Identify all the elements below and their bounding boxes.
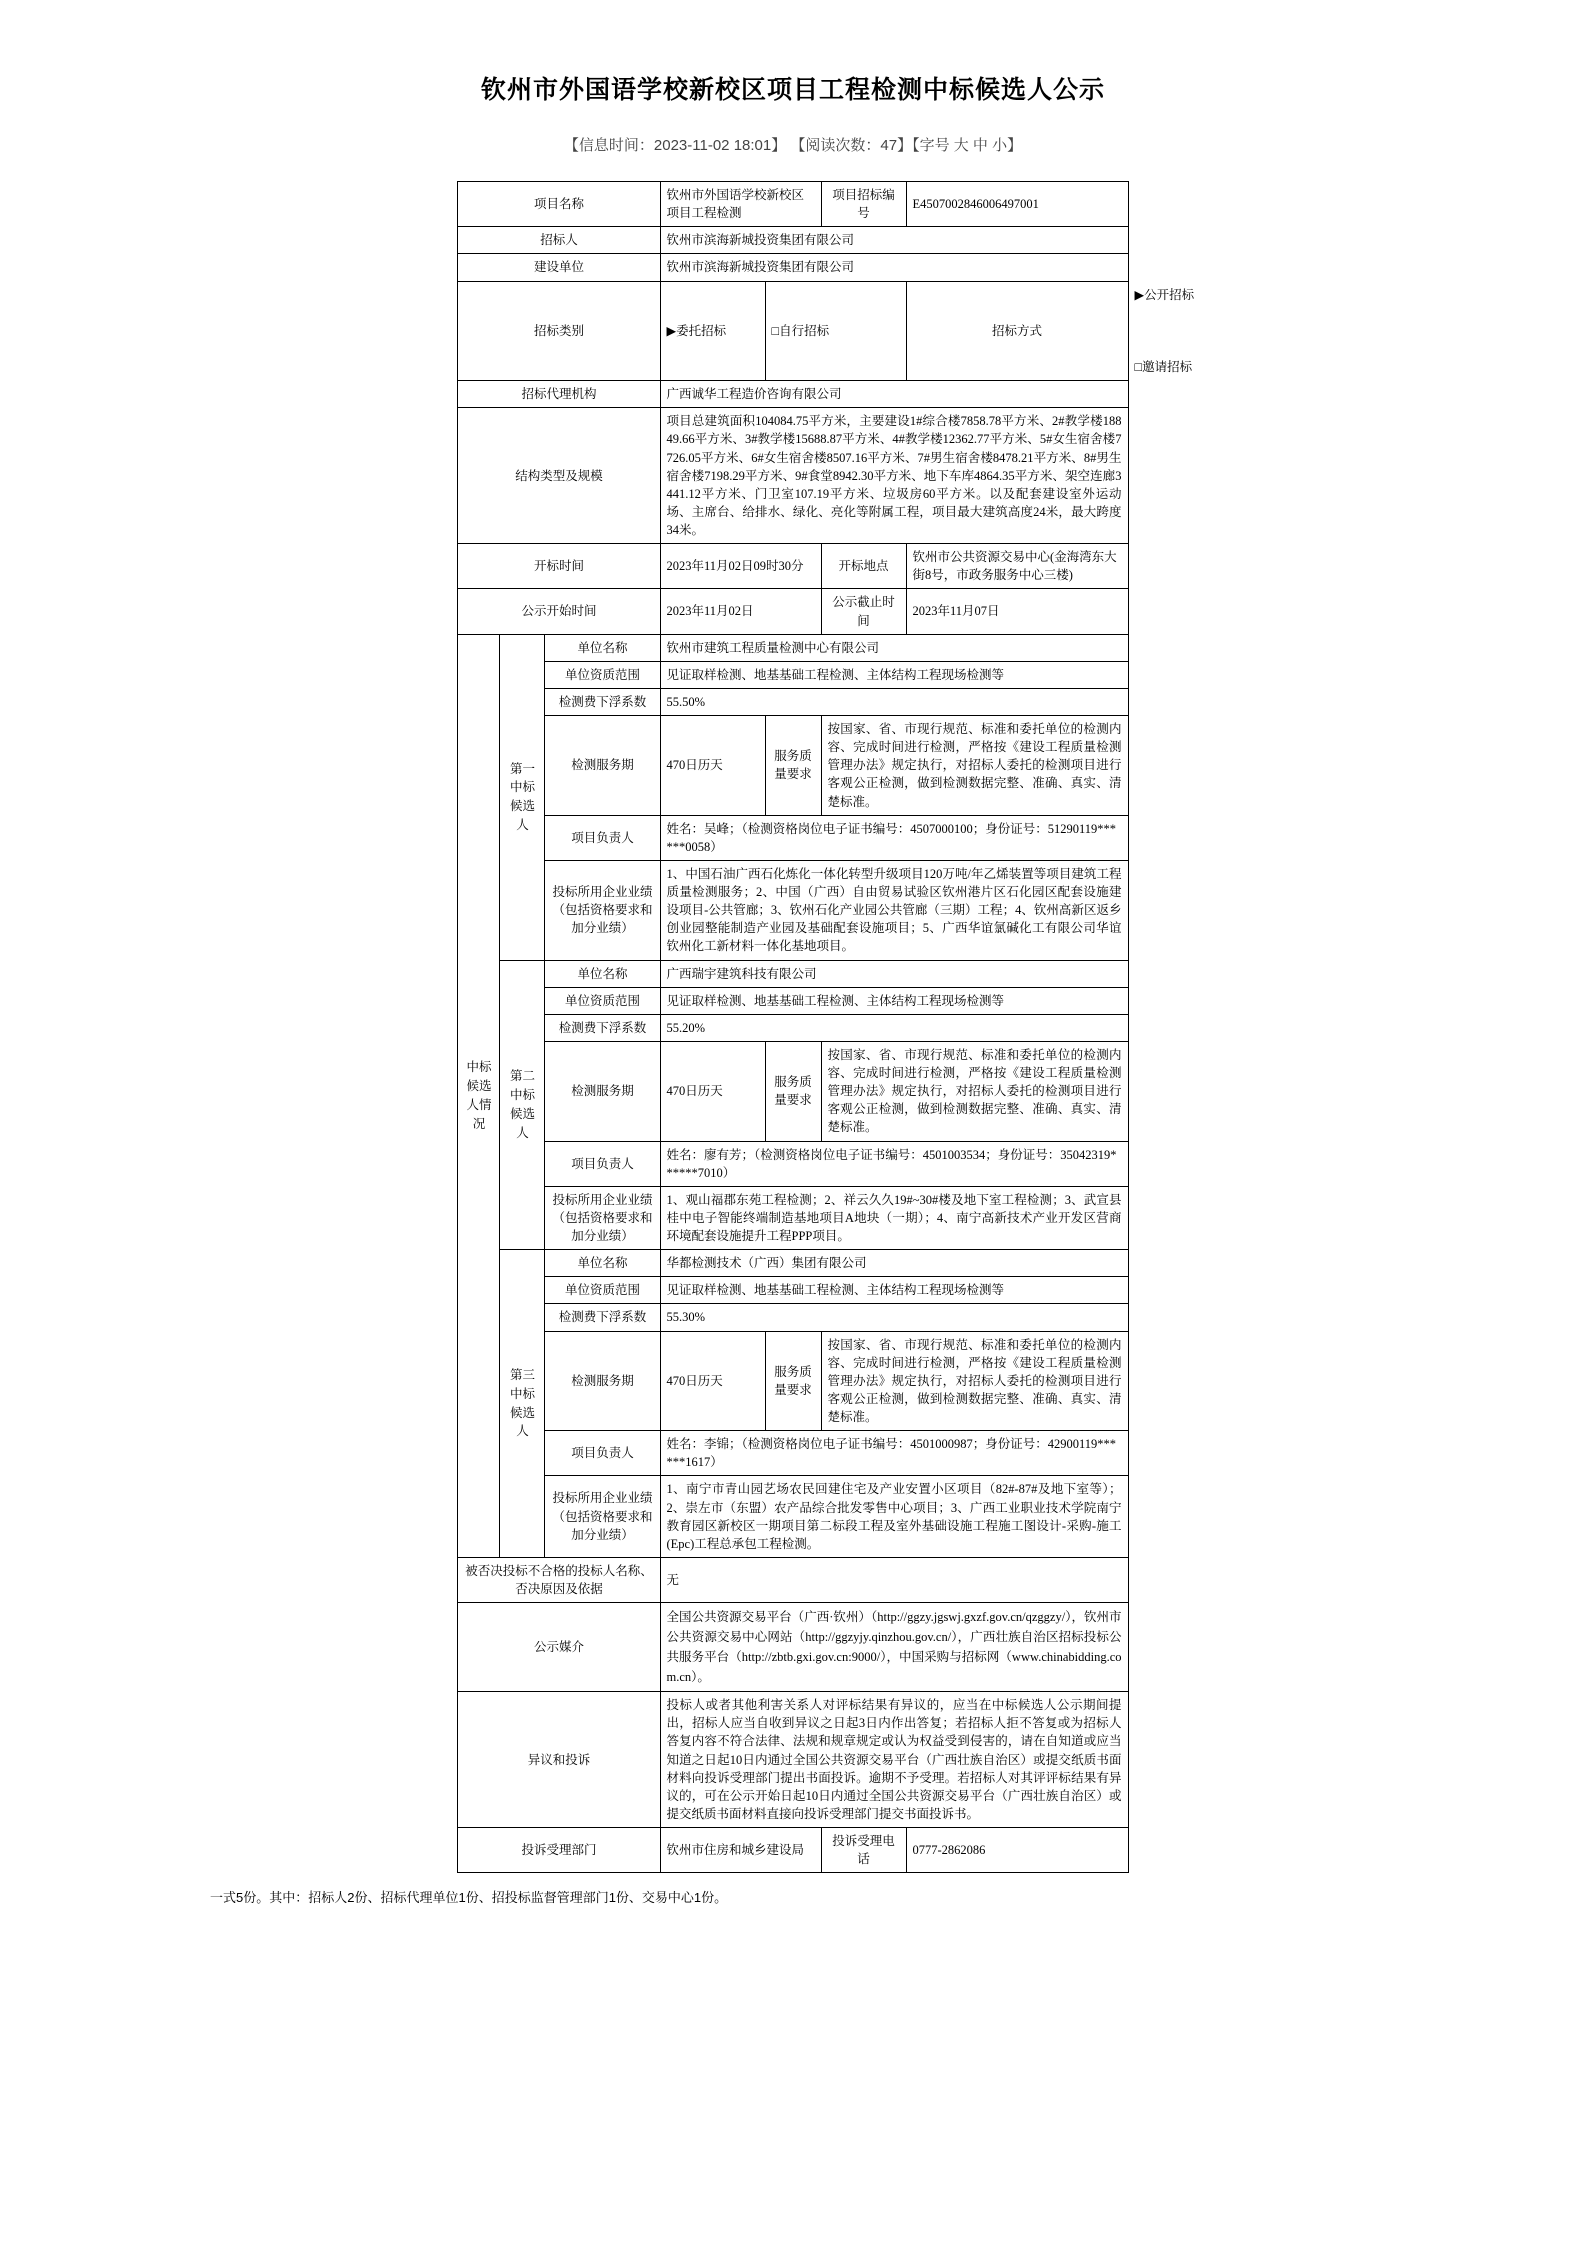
candidate-3-service-quality: 按国家、省、市现行规范、标准和委托单位的检测内容、完成时间进行检测，严格按《建设工程质量检测管理办法》规定执行，对招标人委托的检测项目进行客观公正检测，做到检测数据完整、准确、真实、清楚标准。 <box>821 1331 1128 1431</box>
service-period-label: 检测服务期 <box>545 716 660 816</box>
candidate-3-discount: 55.30% <box>660 1304 1128 1331</box>
table-row <box>458 1828 1128 1873</box>
table-row <box>458 182 1128 227</box>
candidate-3-label: 第三中标候选人 <box>500 1250 545 1558</box>
table-row <box>458 815 1128 860</box>
bidder-value: 钦州市滨海新城投资集团有限公司 <box>660 227 1128 254</box>
table-row <box>458 544 1128 589</box>
open-time-label: 开标时间 <box>458 544 660 589</box>
rejected-label: 被否决投标不合格的投标人名称、否决原因及依据 <box>458 1557 660 1602</box>
bid-type-option-entrusted[interactable] <box>660 281 765 381</box>
notice-start-value: 2023年11月02日 <box>660 589 821 634</box>
manager-label: 项目负责人 <box>545 815 660 860</box>
agency-value: 广西诚华工程造价咨询有限公司 <box>660 381 1128 408</box>
table-row <box>458 281 1128 381</box>
service-quality-label: 服务质量要求 <box>765 1041 821 1141</box>
candidate-2-manager: 姓名：廖有芳；（检测资格岗位电子证书编号：4501003534；身份证号：35042319******7010） <box>660 1141 1128 1186</box>
qualification-label: 单位资质范围 <box>545 1277 660 1304</box>
table-row <box>458 1557 1128 1602</box>
table-row <box>458 1186 1128 1249</box>
service-quality-label: 服务质量要求 <box>765 1331 821 1431</box>
scale-value: 项目总建筑面积104084.75平方米，主要建设1#综合楼7858.78平方米、2#教学楼18849.66平方米、3#教学楼15688.87平方米、4#教学楼12362.77平方米、5#女生宿舍楼7726.05平方米、6#女生宿舍楼8507.16平方米、7#男生宿舍楼8478.21平方米、8#男生宿舍楼7198.29平方米、9#食堂8942.30平方米、地下车库4864.35平方米、架空连廊3441.12平方米、门卫室107.19平方米、垃圾房60平方米。以及配套建设室外运动场、主席台、给排水、绿化、亮化等附属工程，项目最大建筑高度24米，最大跨度34米。 <box>660 408 1128 544</box>
document-meta: 【信息时间：2023-11-02 18:01】 【阅读次数：47】【字号 大 中 小】 <box>563 137 1023 154</box>
scale-label: 结构类型及规模 <box>458 408 660 544</box>
qualification-label: 单位资质范围 <box>545 661 660 688</box>
bid-type-option-self[interactable] <box>765 281 906 381</box>
table-row <box>458 1476 1128 1558</box>
construction-unit-value: 钦州市滨海新城投资集团有限公司 <box>660 254 1128 281</box>
media-label: 公示媒介 <box>458 1603 660 1692</box>
notice-end-value: 2023年11月07日 <box>906 589 1128 634</box>
page-title: 钦州市外国语学校新校区项目工程检测中标候选人公示 <box>480 76 1105 104</box>
candidate-1-performance: 1、中国石油广西石化炼化一体化转型升级项目120万吨/年乙烯装置等项目建筑工程质量检测服务；2、中国（广西）自由贸易试验区钦州港片区石化园区配套设施建设项目-公共管廊；3、钦州石化产业园公共管廊（三期）工程；4、钦州高新区返乡创业园整能制造产业园及基础配套设施项目；5、广西华谊氯碱化工有限公司华谊钦州化工新材料一体化基地项目。 <box>660 860 1128 960</box>
bid-method-option1-label: 公开招标 <box>1144 287 1195 302</box>
table-row <box>458 960 1128 987</box>
candidate-3-performance: 1、南宁市青山园艺场农民回建住宅及产业安置小区项目（82#-87#及地下室等）；2、崇左市（东盟）农产品综合批发零售中心项目；3、广西工业职业技术学院南宁教育园区新校区一期项目第二标段工程及室外基础设施工程施工图设计-采购-施工(Epc)工程总承包工程检测。 <box>660 1476 1128 1558</box>
table-row <box>458 1603 1128 1692</box>
objection-label: 异议和投诉 <box>458 1692 660 1828</box>
tender-no-label: 项目招标编号 <box>821 182 906 227</box>
candidate-1-label: 第一中标候选人 <box>500 634 545 960</box>
candidate-2-qualification: 见证取样检测、地基基础工程检测、主体结构工程现场检测等 <box>660 987 1128 1014</box>
candidate-2-unit-name: 广西瑞宇建筑科技有限公司 <box>660 960 1128 987</box>
table-row <box>458 688 1128 715</box>
bidder-label: 招标人 <box>458 227 660 254</box>
candidate-3-service-period: 470日历天 <box>660 1331 765 1431</box>
unit-name-label: 单位名称 <box>545 1250 660 1277</box>
candidate-2-label: 第二中标候选人 <box>500 960 545 1250</box>
candidate-2-performance: 1、观山福郡东苑工程检测；2、祥云久久19#~30#楼及地下室工程检测；3、武宣县桂中电子智能终端制造基地项目A地块（一期）；4、南宁高新技术产业开发区营商环境配套设施提升工程PPP项目。 <box>660 1186 1128 1249</box>
performance-label: 投标所用企业业绩（包括资格要求和加分业绩） <box>545 1476 660 1558</box>
construction-unit-label: 建设单位 <box>458 254 660 281</box>
candidate-2-discount: 55.20% <box>660 1014 1128 1041</box>
table-row <box>458 589 1128 634</box>
service-quality-label: 服务质量要求 <box>765 716 821 816</box>
table-row <box>458 408 1128 544</box>
table-row <box>458 254 1128 281</box>
table-row <box>458 661 1128 688</box>
table-row <box>458 381 1128 408</box>
candidate-3-unit-name: 华都检测技术（广西）集团有限公司 <box>660 1250 1128 1277</box>
manager-label: 项目负责人 <box>545 1141 660 1186</box>
footer-note: 一式5份。其中：招标人2份、招标代理单位1份、招投标监督管理部门1份、交易中心1份。 <box>210 1890 728 1906</box>
complaint-phone-value: 0777-2862086 <box>906 1828 1128 1873</box>
bid-method-option2-label: 邀请招标 <box>1142 360 1193 374</box>
table-row <box>458 1014 1128 1041</box>
unit-name-label: 单位名称 <box>545 960 660 987</box>
rejected-value: 无 <box>660 1557 1128 1602</box>
checkbox-empty-icon: □ <box>1134 360 1143 374</box>
candidate-1-service-period: 470日历天 <box>660 716 765 816</box>
candidate-3-manager: 姓名：李锦；（检测资格岗位电子证书编号：4501000987；身份证号：42900119******1617） <box>660 1431 1128 1476</box>
candidates-section-label: 中标候选人情况 <box>458 634 500 1557</box>
complaint-dept-label: 投诉受理部门 <box>458 1828 660 1873</box>
open-place-label: 开标地点 <box>821 544 906 589</box>
candidate-1-qualification: 见证取样检测、地基基础工程检测、主体结构工程现场检测等 <box>660 661 1128 688</box>
table-row <box>458 1331 1128 1431</box>
table-row <box>458 1304 1128 1331</box>
performance-label: 投标所用企业业绩（包括资格要求和加分业绩） <box>545 1186 660 1249</box>
table-row <box>458 634 1128 661</box>
bid-type-option1-label: 委托招标 <box>676 323 727 338</box>
table-row <box>458 227 1128 254</box>
objection-value: 投标人或者其他利害关系人对评标结果有异议的，应当在中标候选人公示期间提出，招标人应当自收到异议之日起3日内作出答复；若招标人拒不答复或为招标人答复内容不符合法律、法规和规章规定或认为权益受到侵害的，请在自知道或应当知道之日起10日内通过全国公共资源交易平台（广西壮族自治区）或提交纸质书面材料向投诉受理部门提出书面投诉。逾期不予受理。若招标人对其评评标结果有异议的，可在公示开始日起10日内通过全国公共资源交易平台（广西壮族自治区）或提交纸质书面材料直接向投诉受理部门提交书面投诉书。 <box>660 1692 1128 1828</box>
candidate-1-manager: 姓名：吴峰；（检测资格岗位电子证书编号：4507000100；身份证号：51290119******0058） <box>660 815 1128 860</box>
agency-label: 招标代理机构 <box>458 381 660 408</box>
announcement-table <box>457 181 1195 1873</box>
candidate-2-service-period: 470日历天 <box>660 1041 765 1141</box>
table-row <box>458 1141 1128 1186</box>
candidate-3-qualification: 见证取样检测、地基基础工程检测、主体结构工程现场检测等 <box>660 1277 1128 1304</box>
tender-no-value: E4507002846006497001 <box>906 182 1128 227</box>
table-row <box>458 1431 1128 1476</box>
table-row <box>458 1250 1128 1277</box>
checkbox-checked-icon: ▶ <box>1134 287 1145 302</box>
checkbox-checked-icon: ▶ <box>666 323 677 338</box>
qualification-label: 单位资质范围 <box>545 987 660 1014</box>
complaint-dept-value: 钦州市住房和城乡建设局 <box>660 1828 821 1873</box>
table-row <box>458 716 1128 816</box>
discount-label: 检测费下浮系数 <box>545 688 660 715</box>
project-name-label: 项目名称 <box>458 182 660 227</box>
discount-label: 检测费下浮系数 <box>545 1304 660 1331</box>
notice-start-label: 公示开始时间 <box>458 589 660 634</box>
open-place-value: 钦州市公共资源交易中心(金海湾东大街8号，市政务服务中心三楼) <box>906 544 1128 589</box>
table-row <box>458 1041 1128 1141</box>
checkbox-empty-icon: □ <box>771 323 780 338</box>
table-row <box>458 860 1128 960</box>
service-period-label: 检测服务期 <box>545 1331 660 1431</box>
discount-label: 检测费下浮系数 <box>545 1014 660 1041</box>
performance-label: 投标所用企业业绩（包括资格要求和加分业绩） <box>545 860 660 960</box>
open-time-value: 2023年11月02日09时30分 <box>660 544 821 589</box>
unit-name-label: 单位名称 <box>545 634 660 661</box>
bid-type-label: 招标类别 <box>458 281 660 381</box>
project-name-value: 钦州市外国语学校新校区项目工程检测 <box>660 182 821 227</box>
bid-type-option2-label: 自行招标 <box>779 323 830 338</box>
table-row <box>458 1692 1128 1828</box>
candidate-1-service-quality: 按国家、省、市现行规范、标准和委托单位的检测内容、完成时间进行检测，严格按《建设工程质量检测管理办法》规定执行，对招标人委托的检测项目进行客观公正检测，做到检测数据完整、准确、真实、清楚标准。 <box>821 716 1128 816</box>
service-period-label: 检测服务期 <box>545 1041 660 1141</box>
table-row <box>458 987 1128 1014</box>
table-row <box>458 1277 1128 1304</box>
media-value: 全国公共资源交易平台（广西·钦州）（http://ggzy.jgswj.gxzf.gov.cn/qzggzy/），钦州市公共资源交易中心网站（http://ggzyjy.qinzhou.gov.cn/），广西壮族自治区招标投标公共服务平台（http://zbtb.gxi.gov.cn:9000/），中国采购与招标网（www.chinabidding.com.cn）。 <box>660 1603 1128 1692</box>
bid-method-label: 招标方式 <box>906 281 1128 381</box>
candidate-1-unit-name: 钦州市建筑工程质量检测中心有限公司 <box>660 634 1128 661</box>
candidate-2-service-quality: 按国家、省、市现行规范、标准和委托单位的检测内容、完成时间进行检测，严格按《建设工程质量检测管理办法》规定执行，对招标人委托的检测项目进行客观公正检测，做到检测数据完整、准确、真实、清楚标准。 <box>821 1041 1128 1141</box>
manager-label: 项目负责人 <box>545 1431 660 1476</box>
candidate-1-discount: 55.50% <box>660 688 1128 715</box>
notice-end-label: 公示截止时间 <box>821 589 906 634</box>
complaint-phone-label: 投诉受理电话 <box>821 1828 906 1873</box>
